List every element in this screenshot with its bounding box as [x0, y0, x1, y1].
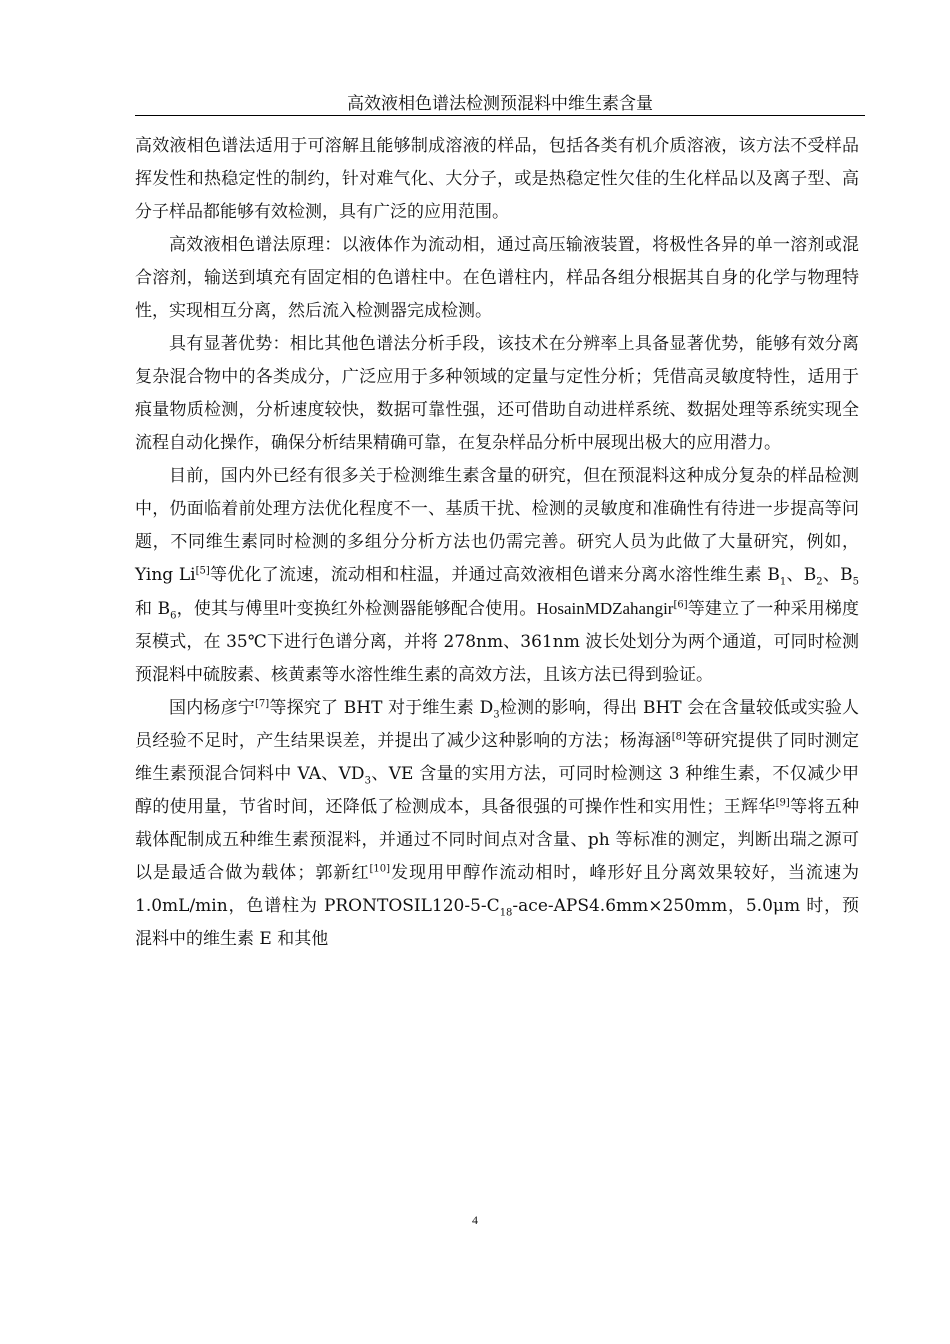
citation: [6] — [673, 599, 688, 611]
citation: [9] — [775, 797, 790, 809]
text-run: -ace-APS4.6mm×250mm，5.0μm 时，预混料中的维生素 E 和其他 — [135, 896, 859, 949]
author-name: Ying Li — [135, 565, 196, 585]
text-run: 、B — [822, 565, 853, 585]
citation: [7] — [255, 698, 270, 710]
text-run: 等将五种载体配制成五种维生素预混料，并通过不同时间点对含量、ph 等标准的测定，判断出瑞之源可以是最适合做为载体；郭新红 — [135, 797, 860, 883]
page-number: 4 — [472, 1213, 478, 1227]
paragraph-4 — [135, 460, 859, 692]
text-run: 、VE 含量的实用方法，可同时检测这 3 种维生素，不仅减少甲醇的使用量，节省时间，还降低了检测成本，具备很强的可操作性和实用性；王辉华 — [135, 764, 859, 817]
text-run: 检测的影响，得出 BHT 会在含量较低或实验人员经验不足时，产生结果误差，并提出了减少这种影响的方法；杨海涵 — [135, 698, 860, 751]
text-run: 、B — [786, 565, 817, 585]
author-name: HosainMDZahangir — [536, 599, 674, 618]
text-run: 等研究提供了同时测定维生素预混合饲料中 VA、VD — [135, 731, 860, 784]
text-run: 等优化了流速，流动相和柱温，并通过高效液相色谱来分离水溶性维生素 B — [209, 565, 780, 585]
header-rule — [135, 115, 865, 116]
text-run: 发现用甲醇作流动相时，峰形好且分离效果较好，当流速为 1.0mL/min，色谱柱为 PRONTOSIL120-5-C — [135, 863, 860, 916]
subscript: 3 — [364, 775, 371, 787]
subscript: 1 — [779, 576, 787, 588]
paragraph-5 — [135, 692, 859, 956]
paragraph-2: 高效液相色谱法原理：以液体作为流动相，通过高压输液装置，将极性各异的单一溶剂或混合溶剂，输送到填充有固定相的色谱柱中。在色谱柱内，样品各组分根据其自身的化学与物理特性，实现相互分离，然后流入检测器完成检测。 — [135, 235, 859, 321]
subscript: 6 — [170, 610, 177, 622]
paragraph-1: 高效液相色谱法适用于可溶解且能够制成溶液的样品，包括各类有机介质溶液，该方法不受样品挥发性和热稳定性的制约，针对难气化、大分子，或是热稳定性欠佳的生化样品以及离子型、高分子样品都能够有效检测，具有广泛的应用范围。 — [135, 136, 859, 222]
page-header: 高效液相色谱法检测预混料中维生素含量 — [347, 94, 653, 114]
text-run: 等探究了 BHT 对于维生素 D — [269, 698, 494, 718]
citation: [8] — [671, 731, 686, 743]
subscript: 3 — [493, 709, 500, 721]
citation: [10] — [369, 863, 391, 875]
paragraph-3: 具有显著优势：相比其他色谱法分析手段，该技术在分辨率上具备显著优势，能够有效分离复杂混合物中的各类成分，广泛应用于多种领域的定量与定性分析；凭借高灵敏度特性，适用于痕量物质检测，分析速度较快，数据可靠性强，还可借助自动进样系统、数据处理等系统实现全流程自动化操作，确保分析结果精确可靠，在复杂样品分析中展现出极大的应用潜力。 — [135, 334, 859, 453]
text-run: 目前，国内外已经有很多关于检测维生素含量的研究，但在预混料这种成分复杂的样品检测中，仍面临着前处理方法优化程度不一、基质干扰、检测的灵敏度和准确性有待进一步提高等问题，不同维生素同时检测的多组分分析方法也仍需完善。研究人员为此做了大量研究，例如， — [135, 466, 859, 552]
text-run: 和 B — [135, 599, 171, 619]
text-run: 等建立了一种采用梯度泵模式，在 35℃下进行色谱分离，并将 278nm、361nm 波长处划分为两个通道，可同时检测预混料中硫胺素、核黄素等水溶性维生素的高效方法，且该方法已得到验证。 — [135, 599, 860, 685]
subscript: 2 — [816, 576, 823, 588]
subscript: 5 — [852, 576, 859, 588]
text-run: ，使其与傅里叶变换红外检测器能够配合使用。 — [176, 599, 537, 619]
text-run: 国内杨彦宁 — [169, 698, 255, 718]
citation: [5] — [195, 565, 210, 577]
subscript: 18 — [499, 907, 513, 919]
body-text — [135, 130, 859, 956]
